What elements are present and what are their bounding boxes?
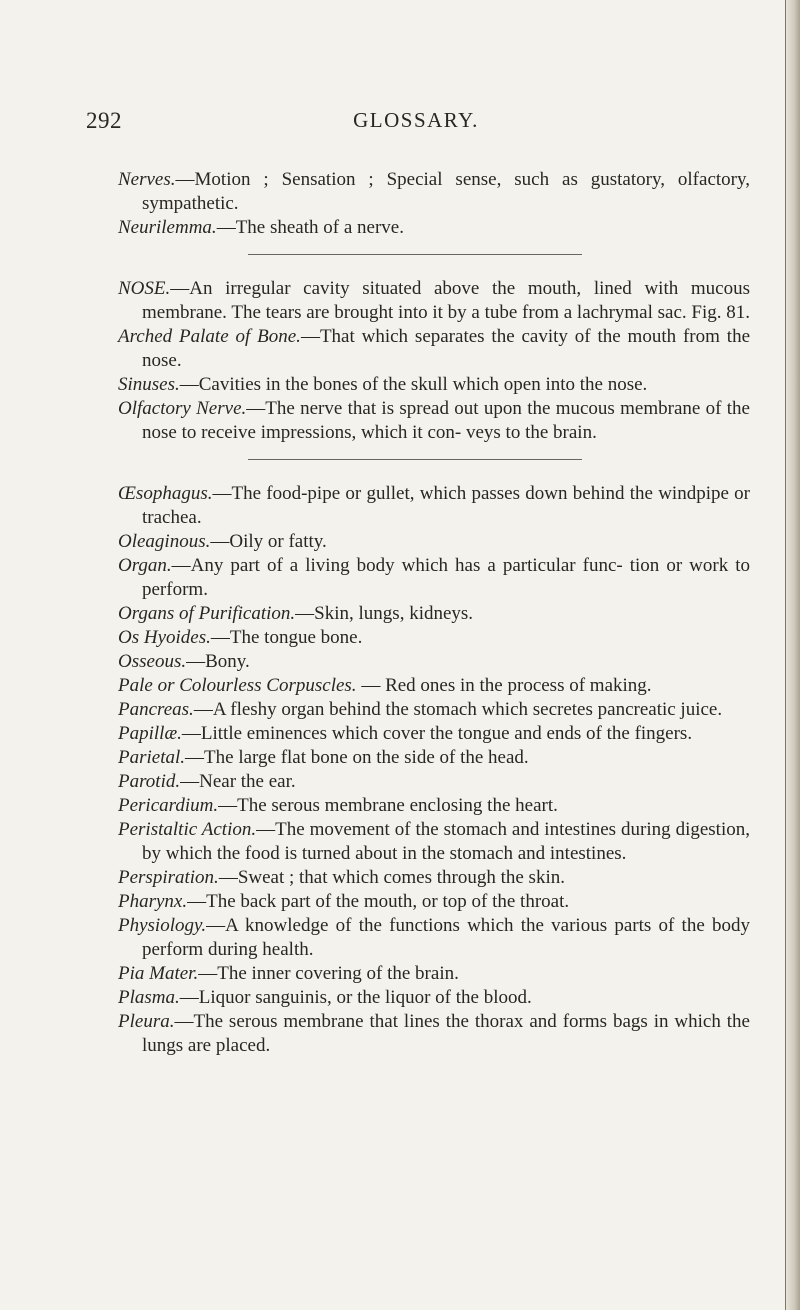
glossary-entry	[118, 722, 750, 746]
glossary-entry	[118, 818, 750, 866]
glossary-entry	[118, 866, 750, 890]
glossary-definition: —Skin, lungs, kidneys.	[295, 603, 474, 624]
glossary-term: Plasma.	[118, 987, 180, 1008]
glossary-term: Pia Mater.	[118, 963, 199, 984]
glossary-term: Organ.	[118, 555, 172, 576]
glossary-definition: —Sweat ; that which comes through the skin.	[218, 867, 565, 888]
glossary-entry	[118, 626, 750, 650]
glossary-term: Arched Palate of Bone.	[118, 326, 301, 347]
glossary-definition: —An irregular cavity situated above the mouth, lined with mucous membrane. The tears are brought into it by a tube from a lachrymal sac. Fig. 81.	[142, 278, 750, 323]
glossary-entry	[118, 530, 750, 554]
glossary-term: Neurilemma.	[118, 217, 217, 238]
glossary-definition: —Liquor sanguinis, or the liquor of the blood.	[179, 987, 532, 1008]
glossary-body	[118, 168, 750, 1058]
section-divider	[248, 459, 582, 460]
glossary-entry	[118, 650, 750, 674]
page-edge	[785, 0, 800, 1310]
glossary-definition: —The food-pipe or gullet, which passes down behind the windpipe or trachea.	[142, 483, 750, 528]
glossary-definition: —Motion ; Sensation ; Special sense, such as gustatory, olfactory, sympathetic.	[142, 169, 750, 214]
glossary-definition: —Little eminences which cover the tongue and ends of the fingers.	[181, 723, 693, 744]
page-number: 292	[86, 108, 122, 133]
glossary-term: Pericardium.	[118, 795, 219, 816]
glossary-definition: —That which separates the cavity of the mouth from the nose.	[142, 326, 750, 371]
glossary-definition: —Bony.	[186, 651, 250, 672]
glossary-definition: —A fleshy organ behind the stomach which secretes pancreatic juice.	[193, 699, 723, 720]
glossary-term: Olfactory Nerve.	[118, 398, 247, 419]
glossary-entry	[118, 325, 750, 373]
glossary-definition: —A knowledge of the functions which the various parts of the body perform during health.	[142, 915, 750, 960]
glossary-entry	[118, 698, 750, 722]
glossary-entry	[118, 914, 750, 962]
glossary-entry	[118, 216, 750, 240]
glossary-definition: —The back part of the mouth, or top of the throat.	[187, 891, 570, 912]
glossary-term: Perspiration.	[118, 867, 219, 888]
glossary-entry	[118, 602, 750, 626]
glossary-definition: —The nerve that is spread out upon the mucous membrane of the nose to receive impressions, which it con- veys to the brain.	[142, 398, 750, 443]
glossary-term: Peristaltic Action.	[118, 819, 257, 840]
glossary-entry	[118, 1010, 750, 1058]
glossary-entry	[118, 554, 750, 602]
glossary-entry	[118, 986, 750, 1010]
glossary-entry	[118, 277, 750, 325]
glossary-term: Oleaginous.	[118, 531, 211, 552]
glossary-term: Organs of Purification.	[118, 603, 296, 624]
glossary-entry	[118, 746, 750, 770]
glossary-definition: —The serous membrane that lines the thorax and forms bags in which the lungs are placed.	[142, 1011, 750, 1056]
glossary-entry	[118, 674, 750, 698]
glossary-term: Pancreas.	[118, 699, 194, 720]
glossary-term: NOSE.	[118, 278, 171, 299]
glossary-entry	[118, 373, 750, 397]
glossary-entry	[118, 168, 750, 216]
glossary-definition: —The large flat bone on the side of the head.	[185, 747, 529, 768]
glossary-term: Sinuses.	[118, 374, 180, 395]
page-header	[86, 108, 716, 138]
glossary-term: Nerves.	[118, 169, 176, 190]
glossary-term: Œsophagus.	[118, 483, 213, 504]
glossary-term: Papillæ.	[118, 723, 182, 744]
glossary-definition: —The sheath of a nerve.	[216, 217, 404, 238]
glossary-entry	[118, 794, 750, 818]
glossary-entry	[118, 962, 750, 986]
glossary-term: Os Hyoides.	[118, 627, 211, 648]
glossary-term: Physiology.	[118, 915, 207, 936]
glossary-definition: —Near the ear.	[180, 771, 296, 792]
glossary-definition: —Cavities in the bones of the skull which open into the nose.	[179, 374, 648, 395]
glossary-definition: —The movement of the stomach and intestines during digestion, by which the food is turned about in the stomach and intestines.	[142, 819, 750, 864]
glossary-entry	[118, 890, 750, 914]
glossary-term: Pharynx.	[118, 891, 188, 912]
glossary-definition: —The inner covering of the brain.	[198, 963, 459, 984]
section-divider	[248, 254, 582, 255]
glossary-definition: —The tongue bone.	[210, 627, 363, 648]
glossary-term: Osseous.	[118, 651, 187, 672]
glossary-definition: — Red ones in the process of making.	[356, 675, 652, 696]
glossary-definition: —The serous membrane enclosing the heart.	[218, 795, 558, 816]
glossary-term: Parotid.	[118, 771, 181, 792]
glossary-term: Pleura.	[118, 1011, 175, 1032]
glossary-entry	[118, 482, 750, 530]
glossary-term: Parietal.	[118, 747, 186, 768]
running-head: GLOSSARY.	[353, 108, 479, 132]
glossary-definition: —Any part of a living body which has a particular func- tion or work to perform.	[142, 555, 750, 600]
glossary-entry	[118, 397, 750, 445]
glossary-term: Pale or Colourless Corpuscles.	[118, 675, 357, 696]
glossary-entry	[118, 770, 750, 794]
glossary-definition: —Oily or fatty.	[210, 531, 327, 552]
